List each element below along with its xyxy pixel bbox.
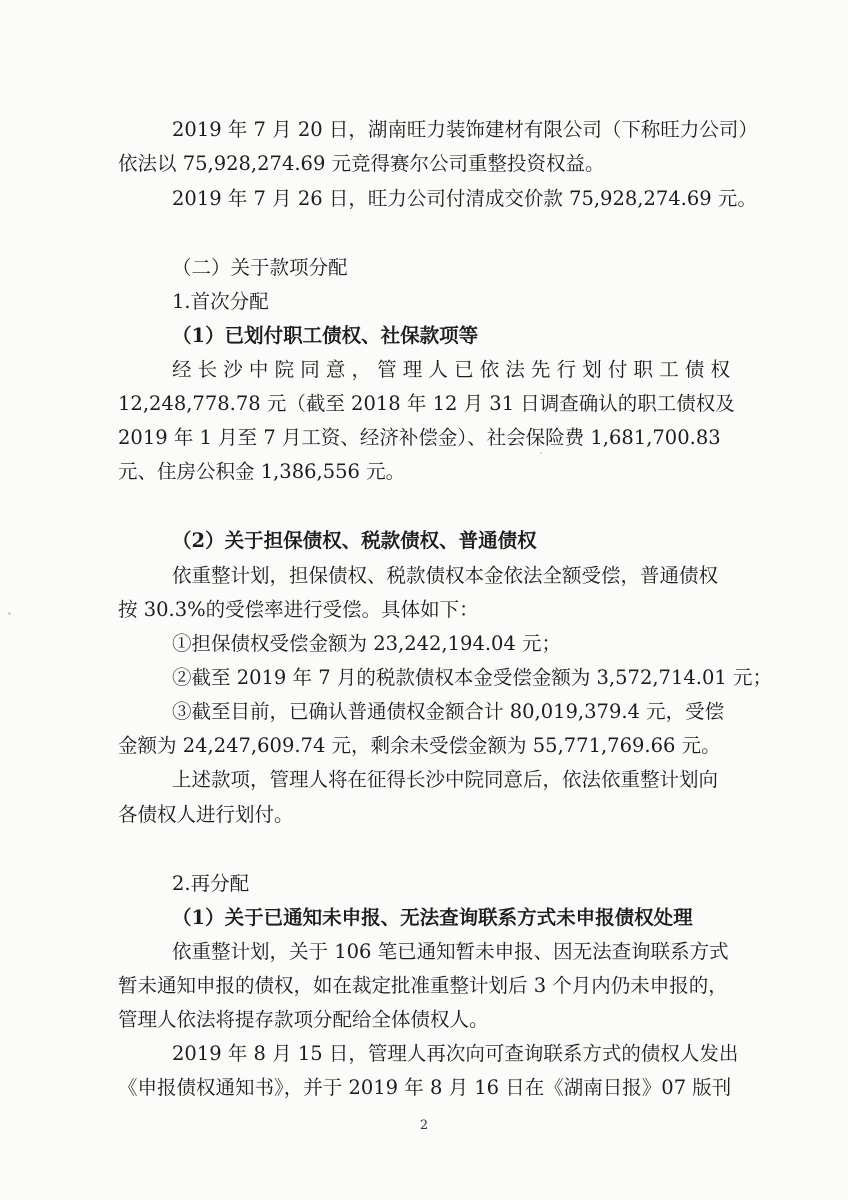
paragraph-line: 2019 年 1 月至 7 月工资、经济补偿金）、社会保险费 1,681,700.83 <box>118 426 721 449</box>
paragraph-line: 按 30.3%的受偿率进行受偿。具体如下： <box>118 598 479 621</box>
scan-speck <box>8 612 11 615</box>
paragraph-line: 管理人依法将提存款项分配给全体债权人。 <box>118 1008 489 1031</box>
paragraph-line: 依重整计划，关于 106 笔已通知暂未申报、因无法查询联系方式 <box>172 940 729 963</box>
page-number: 2 <box>419 1118 429 1133</box>
paragraph-line: 2019 年 7 月 26 日，旺力公司付清成交价款 75,928,274.69 元。 <box>172 187 757 210</box>
list-item: ②截至 2019 年 7 月的税款债权本金受偿金额为 3,572,714.01 元； <box>172 666 772 689</box>
paragraph-line: 依重整计划，担保债权、税款债权本金依法全额受偿，普通债权 <box>172 564 719 587</box>
item-heading: （2）关于担保债权、税款债权、普通债权 <box>172 529 537 552</box>
paragraph-line: 依法以 75,928,274.69 元竞得赛尔公司重整投资权益。 <box>118 152 605 175</box>
subsection-heading: 2.再分配 <box>172 872 250 895</box>
paragraph-line: 经长沙中院同意，管理人已依法先行划付职工债权 <box>172 358 730 381</box>
list-item: ①担保债权受偿金额为 23,242,194.04 元； <box>172 632 562 655</box>
paragraph-line: 2019 年 8 月 15 日，管理人再次向可查询联系方式的债权人发出 <box>172 1042 739 1065</box>
paragraph-line: 《申报债权通知书》，并于 2019 年 8 月 16 日在《湖南日报》07 版刊 <box>118 1076 732 1099</box>
paragraph-line: 元、住房公积金 1,386,556 元。 <box>118 460 406 483</box>
item-heading: （1）关于已通知未申报、无法查询联系方式未申报债权处理 <box>172 906 693 929</box>
paragraph-line: 12,248,778.78 元（截至 2018 年 12 月 31 日调查确认的职工债权及 <box>118 392 735 415</box>
paragraph-line: 各债权人进行划付。 <box>118 803 294 826</box>
paragraph-line: 金额为 24,247,609.74 元，剩余未受偿金额为 55,771,769.66 元。 <box>118 734 721 757</box>
subsection-heading: 1.首次分配 <box>172 290 269 313</box>
item-heading: （1）已划付职工债权、社保款项等 <box>172 324 479 347</box>
section-heading: （二）关于款项分配 <box>172 256 348 279</box>
scan-speck <box>540 452 542 454</box>
list-item: ③截至目前，已确认普通债权金额合计 80,019,379.4 元，受偿 <box>172 700 725 723</box>
paragraph-line: 上述款项，管理人将在征得长沙中院同意后，依法依重整计划向 <box>172 768 719 791</box>
paragraph-line: 2019 年 7 月 20 日，湖南旺力装饰建材有限公司（下称旺力公司） <box>172 118 758 141</box>
paragraph-line: 暂未通知申报的债权，如在裁定批准重整计划后 3 个月内仍未申报的， <box>118 974 728 997</box>
